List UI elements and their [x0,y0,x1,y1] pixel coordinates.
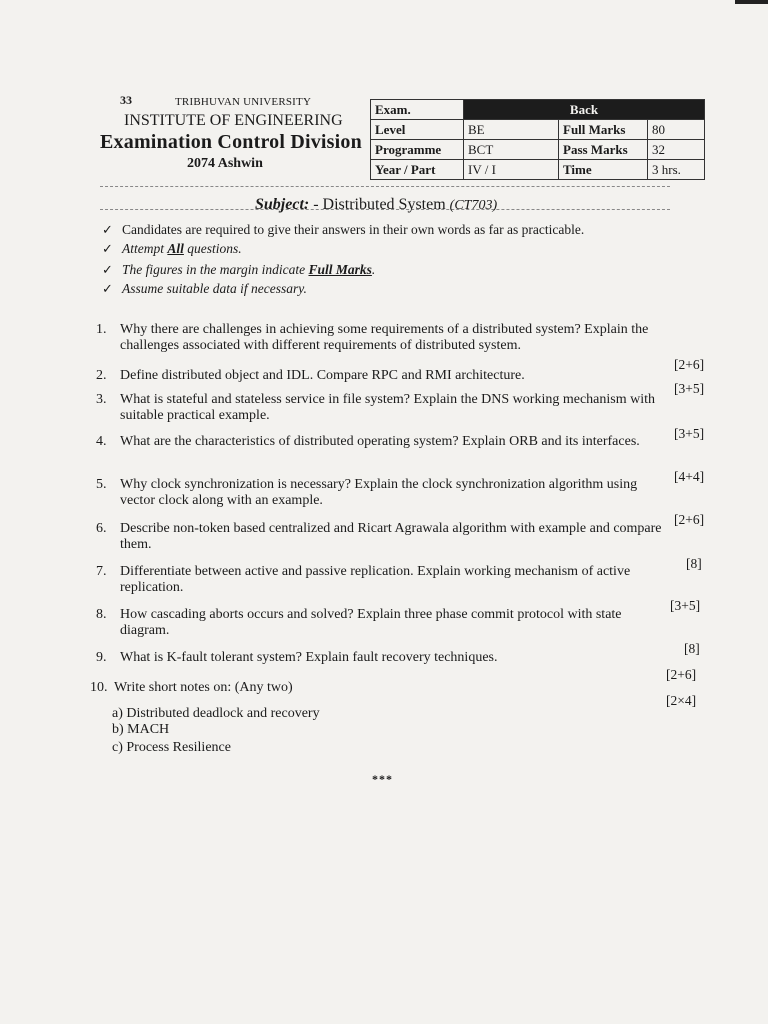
check-icon: ✓ [102,242,113,257]
question-marks: [8] [684,641,700,656]
scan-edge-mark [735,0,768,4]
instruction-text: Attempt [122,241,168,256]
instruction-item [102,222,584,238]
question-marks: [2+6] [674,512,705,527]
instruction-emphasis: All [167,241,184,256]
subject-label: Subject: [255,196,310,213]
short-note-option: c) Process Resilience [112,740,231,755]
question-number: 7. [96,564,107,579]
question-marks: [3+5] [670,598,701,613]
time-value: 3 hrs. [648,160,705,180]
instruction-text: Candidates are required to give their answers in their own words as far as practicable. [122,222,585,237]
instruction-item [102,281,307,297]
pass-marks-label: Pass Marks [559,140,648,160]
question-marks: [3+5] [674,381,705,396]
instruction-text: The figures in the margin indicate [122,262,309,277]
year-part-label: Year / Part [371,160,464,180]
subject-line [255,196,497,214]
question-text: How cascading aborts occurs and solved? Explain three phase commit protocol with state diagram. [120,607,622,638]
instruction-text: Assume suitable data if necessary. [122,281,307,296]
check-icon: ✓ [102,282,113,297]
question-text: Why clock synchronization is necessary? Explain the clock synchronization algorithm using vector clock along with an example. [120,477,638,508]
question-marks: [3+5] [674,426,705,441]
question-marks: [8] [686,556,702,571]
check-icon: ✓ [102,223,113,238]
question-number: 5. [96,477,107,492]
time-label: Time [559,160,648,180]
short-note-option: b) MACH [112,722,170,737]
subject-code: (CT703) [449,198,498,213]
question-marks: [2×4] [666,693,697,708]
year-part-value: IV / I [464,160,559,180]
question-number: 10. [90,680,108,695]
full-marks-label: Full Marks [559,120,648,140]
subject-dash: - [313,196,323,213]
programme-value: BCT [464,140,559,160]
question-number: 2. [96,368,107,383]
exam-type: Back [464,100,705,120]
institute-name: INSTITUTE OF ENGINEERING [124,112,343,129]
question-text: What are the characteristics of distributed operating system? Explain ORB and its interfaces. [120,434,640,449]
divider-top [100,186,670,187]
full-marks-value: 80 [648,120,705,140]
short-note-option: a) Distributed deadlock and recovery [112,706,320,721]
instruction-text: questions. [183,241,242,256]
question-marks: [2+6] [666,667,697,682]
question-text: Why there are challenges in achieving some requirements of a distributed system? Explain the challenges associated with different requirements of distributed system. [120,322,649,353]
question-number: 9. [96,650,107,665]
paper-code: 33 [120,93,132,107]
pass-marks-value: 32 [648,140,705,160]
exam-info-table [370,99,705,180]
level-label: Level [371,120,464,140]
division-title: Examination Control Division [100,131,362,153]
exam-session: 2074 Ashwin [187,156,263,171]
exam-label: Exam. [371,100,464,120]
subject-name: Distributed System [322,196,446,213]
question-number: 3. [96,392,107,407]
question-text: Differentiate between active and passive replication. Explain working mechanism of active replication. [120,564,631,595]
check-icon: ✓ [102,263,113,278]
question-number: 8. [96,607,107,622]
instruction-emphasis: Full Marks [308,262,372,277]
question-text: Define distributed object and IDL. Compare RPC and RMI architecture. [120,368,525,383]
question-marks: [2+6] [674,357,705,372]
question-number: 6. [96,521,107,536]
question-number: 1. [96,322,107,337]
question-marks: [4+4] [674,469,705,484]
question-number: 4. [96,434,107,449]
instruction-item [102,262,375,278]
programme-label: Programme [371,140,464,160]
question-text: Describe non-token based centralized and Ricart Agrawala algorithm with example and compare them. [120,521,662,552]
end-of-paper-mark: *** [372,772,393,786]
instruction-text: . [371,262,376,277]
question-text: What is stateful and stateless service in file system? Explain the DNS working mechanism with suitable practical example. [120,392,655,423]
level-value: BE [464,120,559,140]
question-text: Write short notes on: (Any two) [114,680,293,695]
instruction-item [102,241,242,257]
question-text: What is K-fault tolerant system? Explain fault recovery techniques. [120,650,498,665]
university-name: TRIBHUVAN UNIVERSITY [175,96,312,108]
